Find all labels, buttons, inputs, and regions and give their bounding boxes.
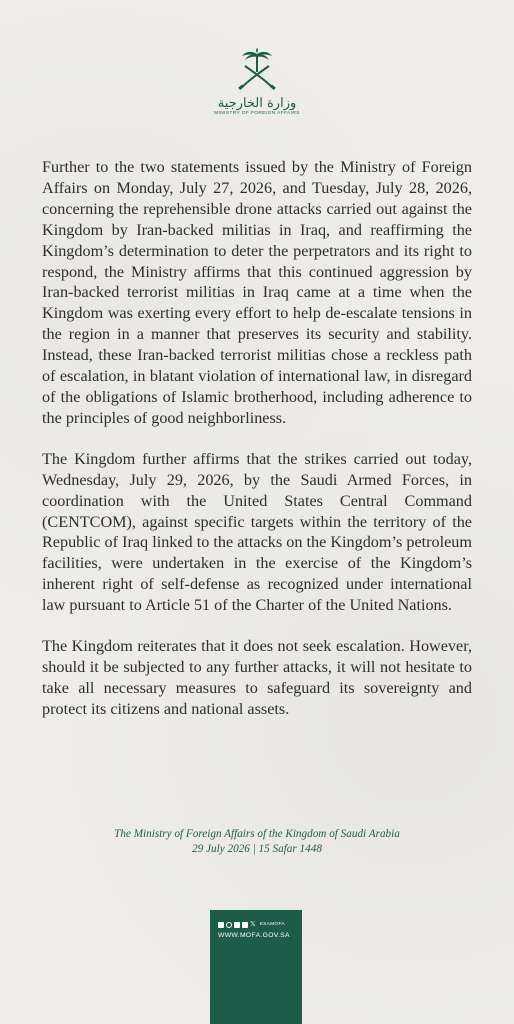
statement-body bbox=[42, 157, 472, 740]
signature-block bbox=[0, 827, 514, 857]
signature-issuer: The Ministry of Foreign Affairs of the Kingdom of Saudi Arabia bbox=[114, 828, 400, 840]
footer-contact-box bbox=[210, 910, 302, 1024]
statement-paragraph-2: The Kingdom further affirms that the strikes carried out today, Wednesday, July 29, 2026, by the Saudi Armed Forces, in coordination with the United States Central Command (CENTCOM), against specific targets within the territory of the Republic of Iraq linked to the attacks on the Kingdom’s petroleum facilities, were undertaken in the exercise of the Kingdom’s inherent right of self-defense as recognized under international law pursuant to Article 51 of the Charter of the United Nations. bbox=[42, 449, 472, 615]
facebook-icon[interactable] bbox=[234, 922, 240, 928]
website-link[interactable]: WWW.MOFA.GOV.SA bbox=[218, 932, 290, 939]
statement-paragraph-1: Further to the two statements issued by the Ministry of Foreign Affairs on Monday, July 27, 2026, and Tuesday, July 28, 2026, concerning the reprehensible drone attacks carried out against the Kingdom by Iran-backed militias in Iraq, and reaffirming the Kingdom’s determination to deter the perpetrators and its right to respond, the Ministry affirms that this continued aggression by Iran-backed terrorist militias in Iraq came at a time when the Kingdom was exerting every effort to help de-escalate tensions in the region in a manner that preserves its security and stability. Instead, these Iran-backed terrorist militias chose a reckless path of escalation, in blatant violation of international law, in disregard of the obligations of Islamic brotherhood, including adherence to the principles of good neighborliness. bbox=[42, 158, 472, 427]
ministry-name-arabic: وزارة الخارجية bbox=[217, 96, 297, 111]
ministry-header bbox=[0, 48, 514, 116]
x-icon[interactable]: 𝕏 bbox=[250, 920, 256, 928]
instagram-icon[interactable] bbox=[226, 922, 232, 928]
signature-date: 29 July 2026 | 15 Safar 1448 bbox=[192, 843, 322, 855]
linkedin-icon[interactable] bbox=[218, 922, 224, 928]
social-icons-row bbox=[218, 921, 285, 928]
statement-paragraph-3: The Kingdom reiterates that it does not seek escalation. However, should it be subjected to any further attacks, it will not hesitate to take all necessary measures to safeguard its sovereignty and protect its citizens and national assets. bbox=[42, 637, 472, 718]
saudi-emblem-icon bbox=[235, 48, 279, 94]
ministry-name-english: MINISTRY OF FOREIGN AFFAIRS bbox=[214, 111, 300, 116]
social-handle[interactable]: KSAMOFA bbox=[259, 922, 285, 927]
snapchat-icon[interactable] bbox=[242, 922, 248, 928]
